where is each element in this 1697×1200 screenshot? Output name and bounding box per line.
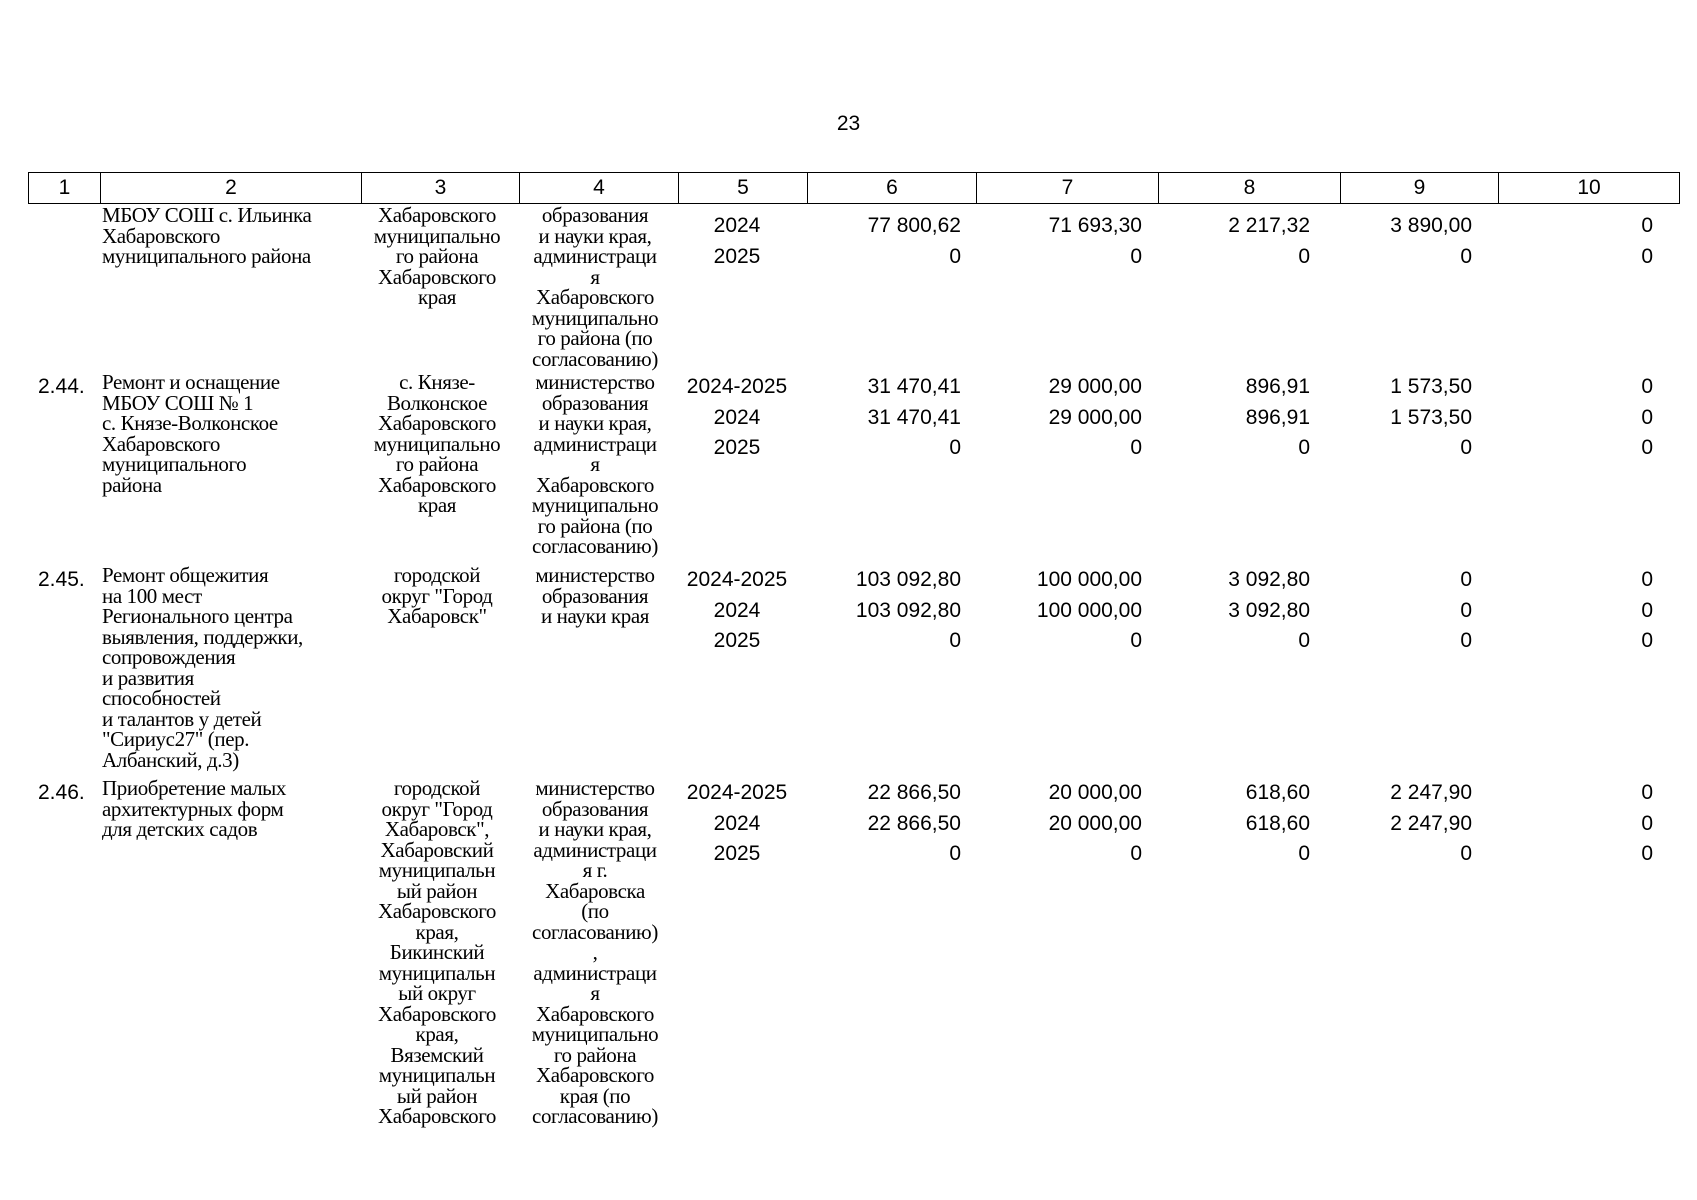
header-cell: 1 [58,176,71,199]
value-cell: 31 470,41 [867,375,961,398]
project-name: Ремонт общежития на 100 мест Регионального центра выявления, поддержки, сопровождения и развития способностей и талантов у детей "Сириус27" (пер. Албанский, д.3) [102,563,303,772]
value-cell: 0 [1460,568,1472,591]
value-cell: 0 [1298,244,1310,268]
value-cell: 0 [1641,811,1653,835]
period-cell: 2024-2025 [686,568,788,591]
period-cell: 2024 [713,598,761,622]
value-cell: 0 [1298,842,1310,865]
value-cell: 3 092,80 [1228,568,1310,591]
value-cell: 0 [949,436,961,459]
executor: министерство образования и науки края, администраци я г. Хабаровска (по согласованию) , администраци я Хабаровского муниципально го района Хабаровского края (по согласованию) [531,776,659,1128]
row-number: 2.45. [38,568,85,591]
value-cell: 0 [1641,568,1653,591]
header-cell: 5 [678,173,807,203]
period-cell: 2024 [713,405,761,429]
header-cell: 9 [1340,173,1498,203]
value-line [0,433,1697,464]
value-cell: 0 [1641,244,1653,268]
value-cell: 22 866,50 [867,781,961,804]
value-line [0,242,1697,273]
territory: городской округ "Город Хабаровск", Хабаровский муниципальн ый район Хабаровского края, Бикинский муниципальн ый округ Хабаровского края, Вяземский муниципальн ый район Хабаровского [377,776,497,1128]
row-number: 2.46. [38,781,85,804]
value-cell: 100 000,00 [1036,568,1142,591]
value-cell: 0 [1460,629,1472,652]
value-cell: 896,91 [1245,375,1310,398]
project-name: Ремонт и оснащение МБОУ СОШ № 1 с. Князе-Волконское Хабаровского муниципального района [102,370,280,497]
value-cell: 0 [949,629,961,652]
value-line [0,778,1697,809]
value-line [0,403,1697,434]
row-number: 2.44. [38,375,85,398]
value-cell: 20 000,00 [1048,781,1142,804]
period-cell: 2025 [713,436,761,459]
header-cell: 8 [1158,173,1340,203]
header-cell: 7 [976,173,1158,203]
header-cell: 3 [361,173,519,203]
value-cell: 0 [1641,375,1653,398]
period-cell: 2025 [713,244,761,268]
project-name: МБОУ СОШ с. Ильинка Хабаровского муниципального района [102,203,312,268]
value-cell: 3 890,00 [1390,214,1472,237]
value-line [0,565,1697,596]
value-cell: 71 693,30 [1048,214,1142,237]
value-cell: 0 [1298,629,1310,652]
value-cell: 0 [1641,214,1653,237]
project-name: Приобретение малых архитектурных форм для детских садов [102,776,286,841]
territory: городской округ "Город Хабаровск" [381,563,493,628]
value-cell: 0 [1130,436,1142,459]
value-cell: 103 092,80 [855,598,961,622]
executor: образования и науки края, администраци я Хабаровского муниципально го района (по согласованию) [531,203,659,371]
period-cell: 2024-2025 [686,781,788,804]
value-cell: 0 [1641,405,1653,429]
value-cell: 618,60 [1245,811,1310,835]
value-cell: 31 470,41 [867,405,961,429]
value-cell: 103 092,80 [855,568,961,591]
value-line [0,211,1697,242]
table-header [28,172,1680,204]
period-cell: 2024 [713,811,761,835]
value-line [0,596,1697,627]
value-cell: 0 [1641,436,1653,459]
value-line [0,809,1697,840]
value-cell: 3 092,80 [1228,598,1310,622]
value-cell: 0 [1641,629,1653,652]
value-cell: 0 [1641,598,1653,622]
value-line [0,626,1697,657]
header-cell: 6 [807,173,976,203]
value-cell: 2 247,90 [1390,781,1472,804]
period-cell: 2025 [713,629,761,652]
value-cell: 0 [1460,436,1472,459]
value-cell: 20 000,00 [1048,811,1142,835]
value-cell: 22 866,50 [867,811,961,835]
value-cell: 100 000,00 [1036,598,1142,622]
header-cell: 2 [100,173,361,203]
executor: министерство образования и науки края [535,563,655,628]
value-cell: 0 [1641,781,1653,804]
value-cell: 29 000,00 [1048,405,1142,429]
value-line [0,839,1697,870]
header-cell: 4 [519,173,678,203]
value-cell: 0 [1460,244,1472,268]
period-cell: 2025 [713,842,761,865]
value-cell: 77 800,62 [867,214,961,237]
page-number: 23 [836,112,861,135]
value-cell: 0 [1130,244,1142,268]
value-cell: 0 [949,244,961,268]
value-cell: 0 [1298,436,1310,459]
value-cell: 0 [1641,842,1653,865]
value-cell: 1 573,50 [1390,375,1472,398]
value-cell: 896,91 [1245,405,1310,429]
value-cell: 0 [949,842,961,865]
value-cell: 0 [1460,842,1472,865]
value-cell: 2 247,90 [1390,811,1472,835]
value-cell: 1 573,50 [1390,405,1472,429]
value-cell: 0 [1130,629,1142,652]
header-cell: 10 [1498,173,1679,203]
value-cell: 2 217,32 [1228,214,1310,237]
period-cell: 2024-2025 [686,375,788,398]
territory: с. Князе- Волконское Хабаровского муниципально го района Хабаровского края [373,370,501,517]
value-cell: 0 [1460,598,1472,622]
territory: Хабаровского муниципально го района Хабаровского края [373,203,501,309]
value-cell: 618,60 [1245,781,1310,804]
executor: министерство образования и науки края, администраци я Хабаровского муниципально го района (по согласованию) [531,370,659,558]
value-cell: 29 000,00 [1048,375,1142,398]
value-line [0,372,1697,403]
value-cell: 0 [1130,842,1142,865]
period-cell: 2024 [713,214,761,237]
